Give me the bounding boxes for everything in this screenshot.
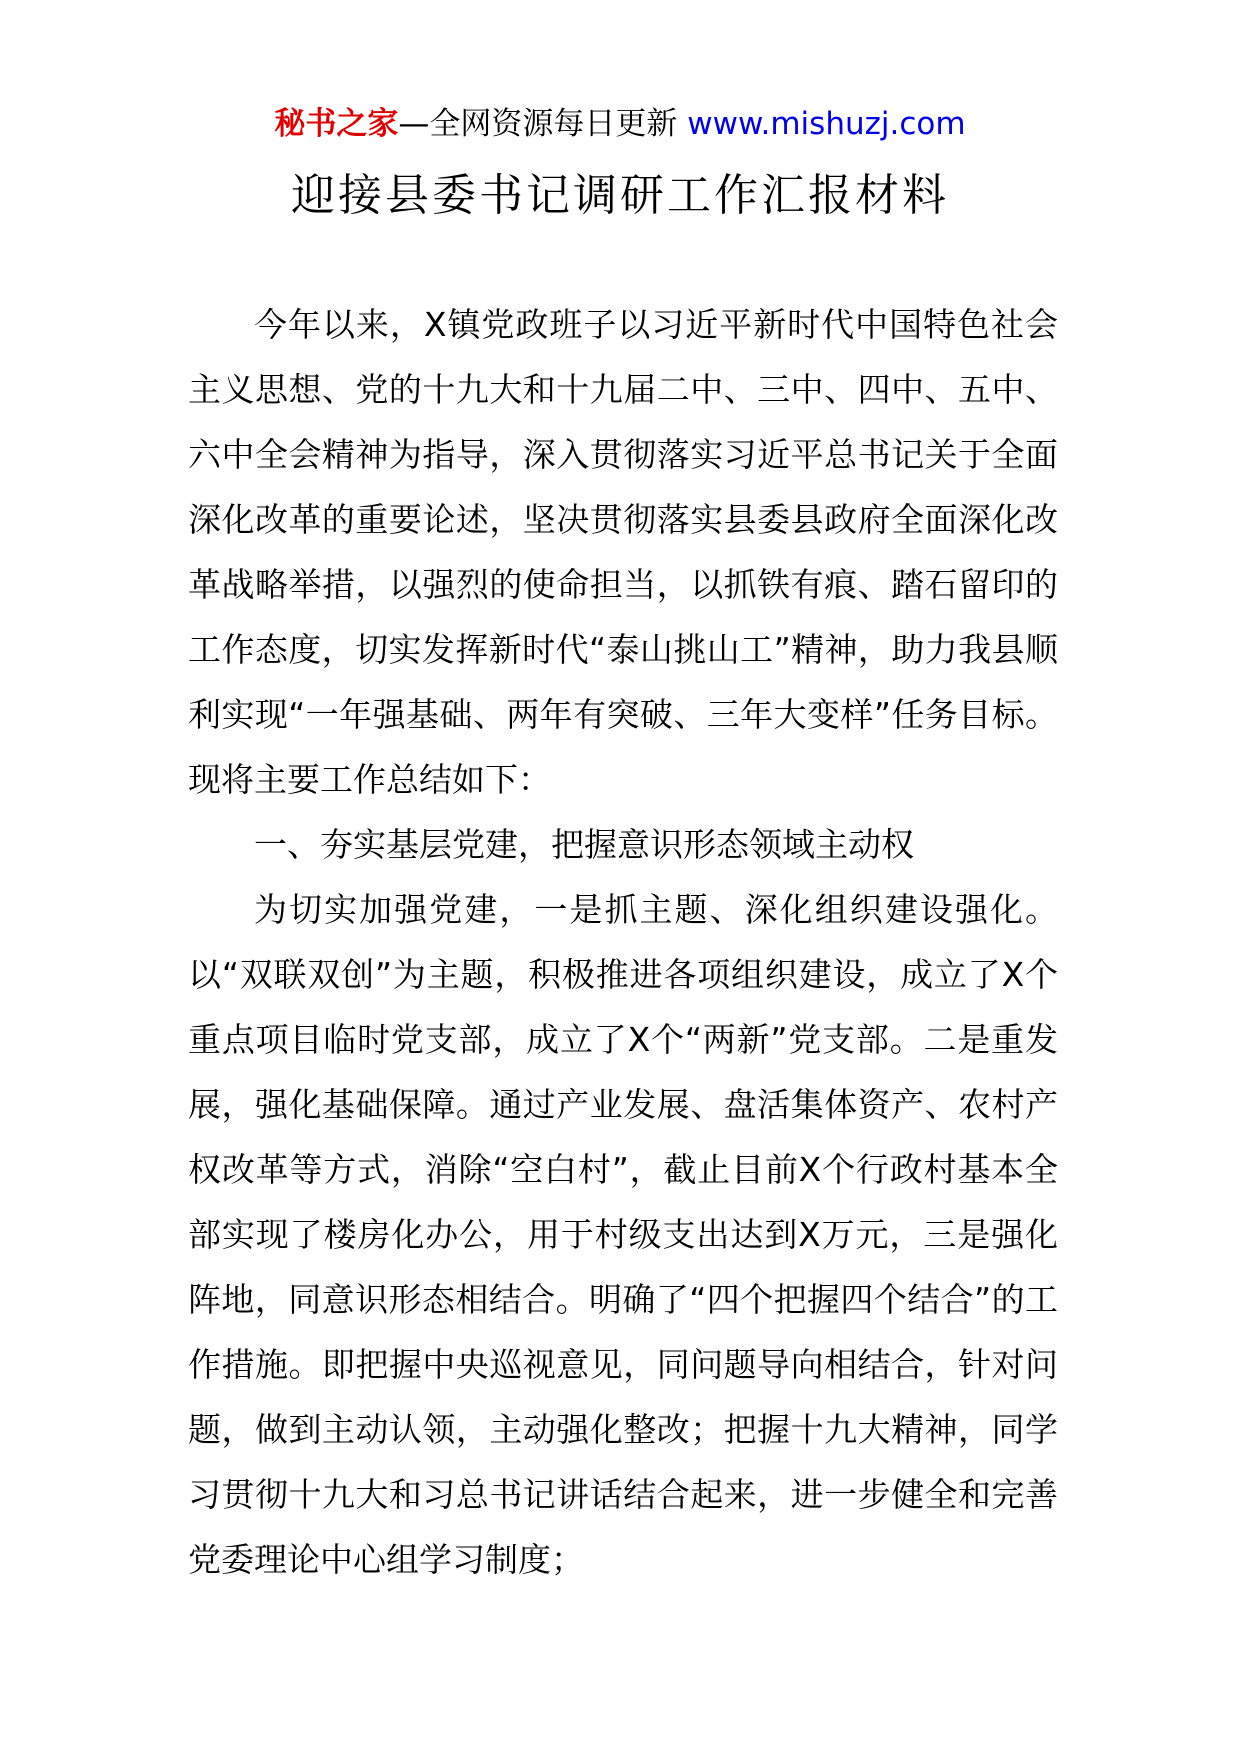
section-heading: 一、夯实基层党建，把握意识形态领域主动权 (254, 825, 914, 864)
document-body (188, 292, 1058, 1592)
brand-name: 秘书之家 (274, 106, 399, 142)
website-link[interactable]: www.mishuzj.com (687, 106, 966, 142)
document-title: 迎接县委书记调研工作汇报材料 (291, 170, 949, 221)
header-slogan: —全网资源每日更新 (398, 106, 688, 142)
intro-paragraph: 今年以来，X镇党政班子以习近平新时代中国特色社会主义思想、党的十九大和十九届二中、三中、四中、五中、六中全会精神为指导，深入贯彻落实习近平总书记关于全面深化改革的重要论述，坚决贯彻落实县委县政府全面深化改革战略举措，以强烈的使命担当，以抓铁有痕、踏石留印的工作态度，切实发挥新时代“泰山挑山工”精神，助力我县顺利实现“一年强基础、两年有突破、三年大变样”任务目标。现将主要工作总结如下： (188, 305, 1058, 799)
page-header (0, 104, 1240, 144)
section-paragraph: 为切实加强党建，一是抓主题、深化组织建设强化。以“双联双创”为主题，积极推进各项组织建设，成立了X个重点项目临时党支部，成立了X个“两新”党支部。二是重发展，强化基础保障。通过产业发展、盘活集体资产、农村产权改革等方式，消除“空白村”，截止目前X个行政村基本全部实现了楼房化办公，用于村级支出达到X万元，三是强化阵地，同意识形态相结合。明确了“四个把握四个结合”的工作措施。即把握中央巡视意见，同问题导向相结合，针对问题，做到主动认领，主动强化整改；把握十九大精神，同学习贯彻十九大和习总书记讲话结合起来，进一步健全和完善党委理论中心组学习制度； (188, 890, 1058, 1579)
